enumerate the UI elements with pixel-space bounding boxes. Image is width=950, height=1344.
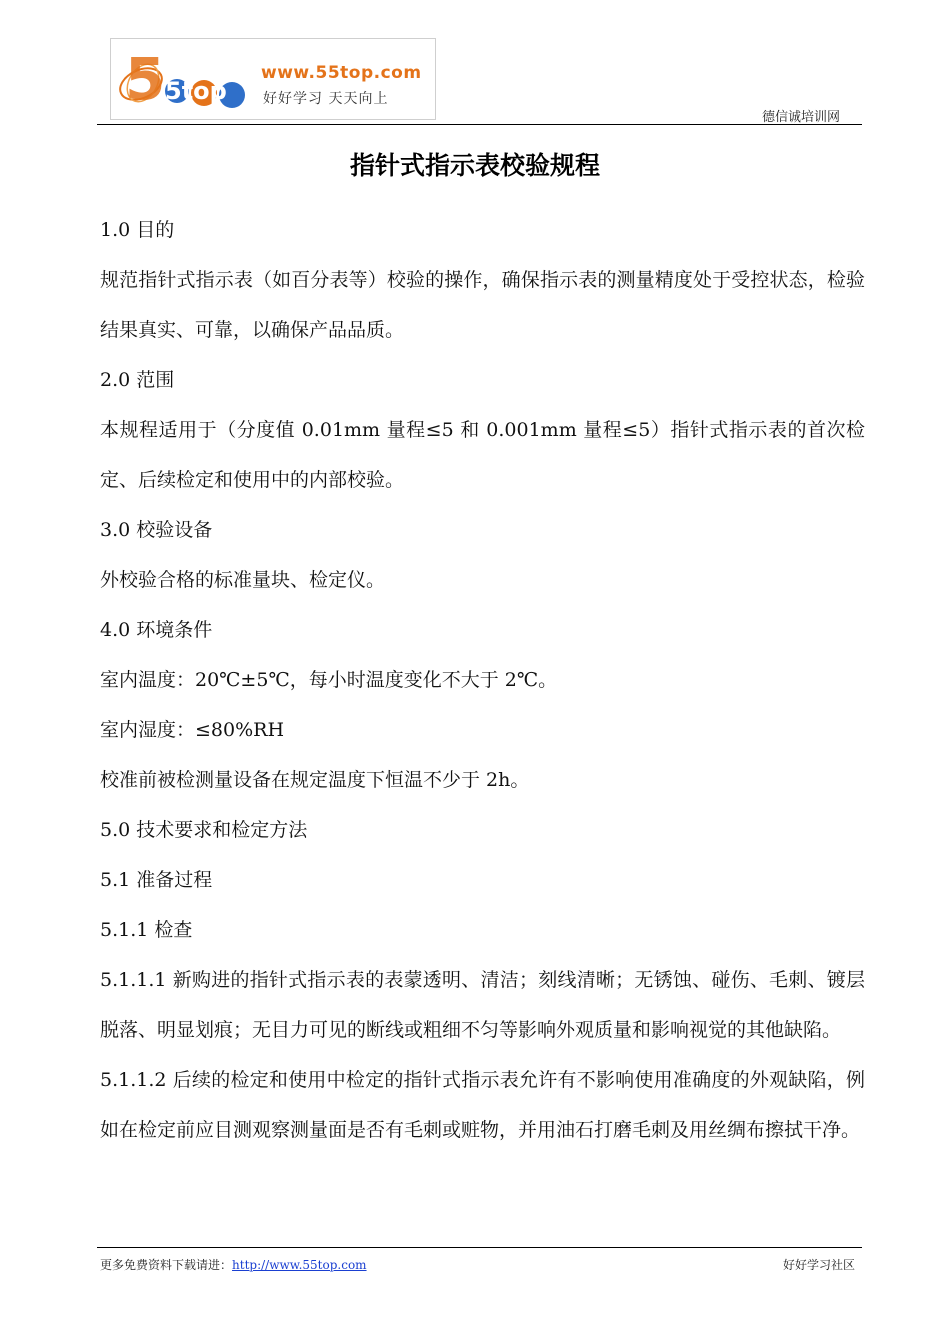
logo-url: www.55top.com	[261, 63, 422, 83]
paragraph: 规范指针式指示表（如百分表等）校验的操作，确保指示表的测量精度处于受控状态，检验结果真实、可靠，以确保产品品质。	[100, 269, 865, 341]
paragraph: 室内温度：20℃±5℃，每小时温度变化不大于 2℃。	[100, 669, 558, 691]
paragraph: 本规程适用于（分度值 0.01mm 量程≤5 和 0.001mm 量程≤5）指针式指示表的首次检定、后续检定和使用中的内部校验。	[100, 419, 865, 491]
section-heading: 3.0 校验设备	[100, 519, 213, 541]
section-heading: 2.0 范围	[100, 369, 175, 391]
svg-text:5: 5	[125, 45, 166, 113]
paragraph: 5.1.1.2 后续的检定和使用中检定的指针式指示表允许有不影响使用准确度的外观缺陷，例如在检定前应目测观察测量面是否有毛刺或赃物，并用油石打磨毛刺及用丝绸布擦拭干净。	[100, 1069, 865, 1141]
site-name: 德信诚培训网	[761, 110, 840, 125]
logo-mark-text: 5top	[165, 77, 227, 105]
section-heading: 5.0 技术要求和检定方法	[100, 819, 308, 841]
document-body	[100, 205, 865, 1155]
document-title: 指针式指示表校验规程	[349, 151, 600, 180]
paragraph: 5.1.1.1 新购进的指针式指示表的表蒙透明、清洁；刻线清晰；无锈蚀、碰伤、毛刺、镀层脱落、明显划痕；无目力可见的断线或粗细不匀等影响外观质量和影响视觉的其他缺陷。	[100, 969, 865, 1041]
footer-divider	[97, 1247, 862, 1248]
footer-left-text: 更多免费资料下载请进：	[100, 1258, 233, 1272]
footer-download-note	[100, 1256, 367, 1273]
paragraph: 校准前被检测量设备在规定温度下恒温不少于 2h。	[100, 769, 530, 791]
logo-mark-icon	[111, 39, 261, 119]
section-heading: 4.0 环境条件	[100, 619, 213, 641]
subsection-heading: 5.1.1 检查	[100, 919, 193, 941]
paragraph: 室内湿度：≤80%RH	[100, 719, 285, 741]
footer-link[interactable]: http://www.55top.com	[232, 1258, 367, 1272]
header-divider	[97, 124, 862, 125]
site-logo[interactable]	[110, 38, 436, 120]
logo-slogan: 好好学习 天天向上	[263, 91, 389, 107]
section-heading: 1.0 目的	[100, 219, 175, 241]
paragraph: 外校验合格的标准量块、检定仪。	[100, 569, 386, 591]
subsection-heading: 5.1 准备过程	[100, 869, 213, 891]
footer-community: 好好学习社区	[782, 1258, 855, 1272]
